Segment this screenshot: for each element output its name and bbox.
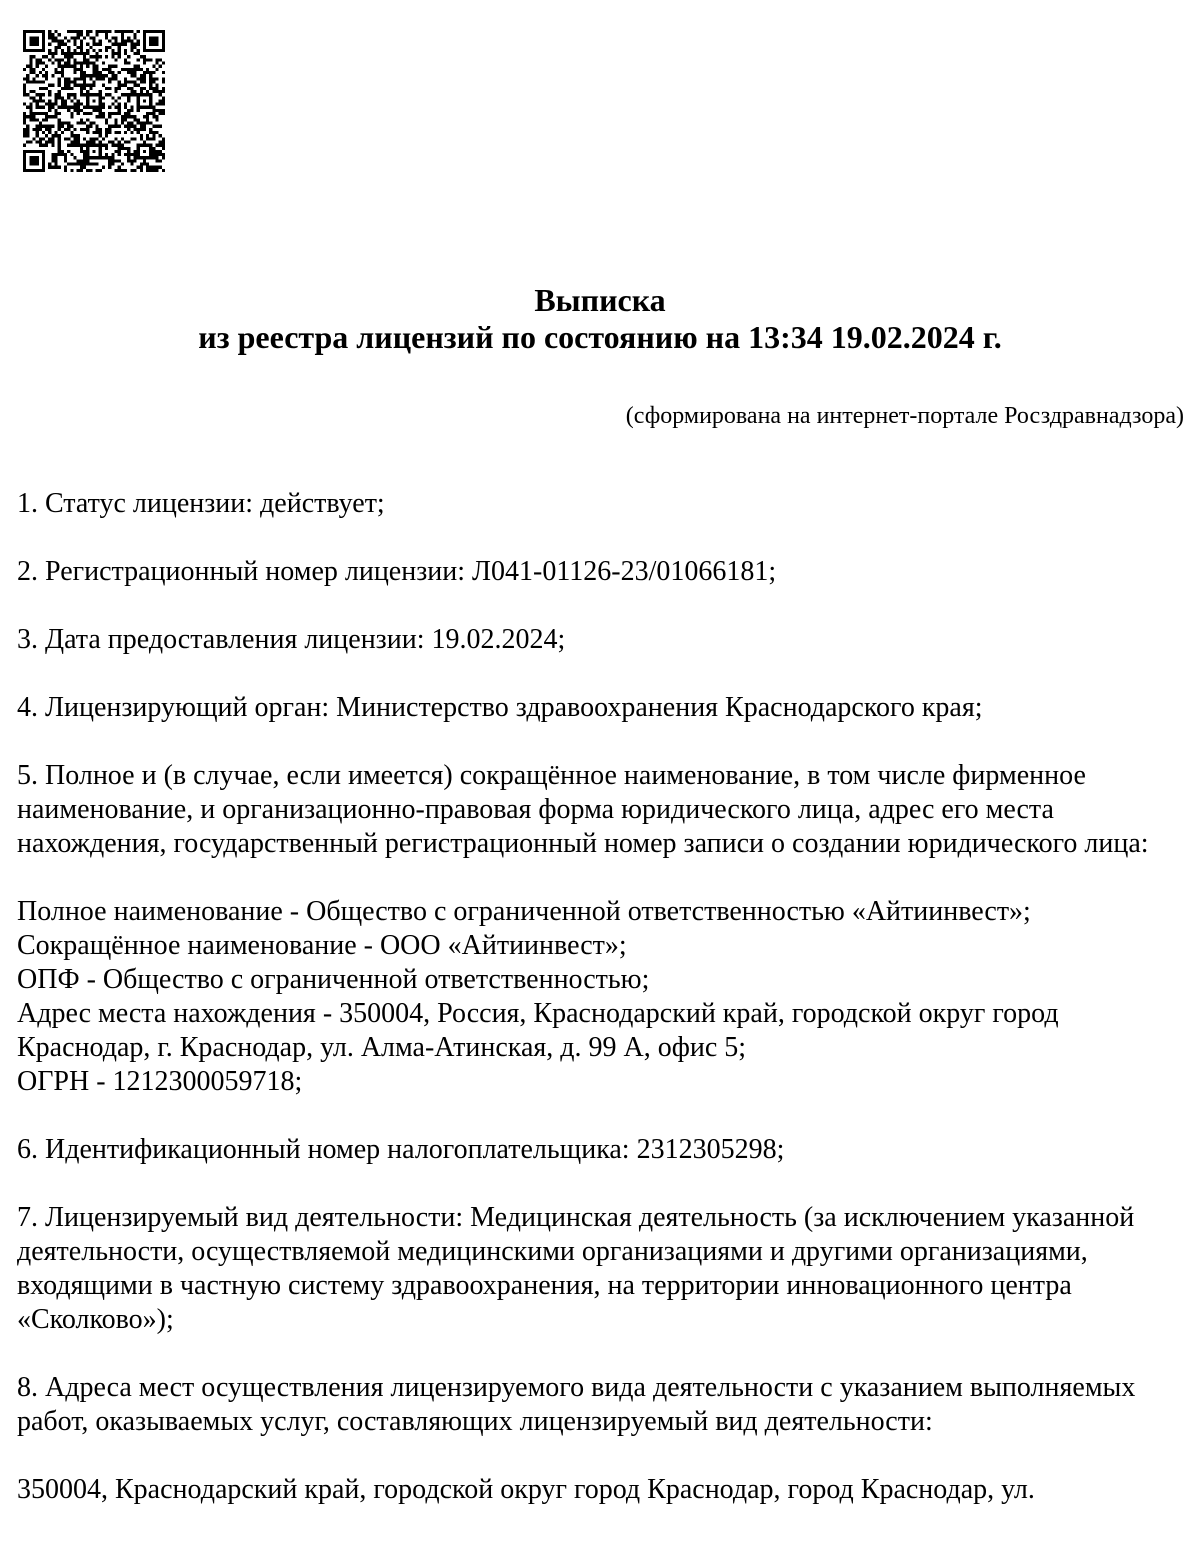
title-line1: Выписка [534,282,666,318]
paragraph-line: работ, оказываемых услуг, составляющих лицензируемый вид деятельности: [17,1406,933,1437]
paragraph-line: Сокращённое наименование - ООО «Айтиинвест»; [17,930,627,961]
document-body [17,487,1184,1507]
paragraph [17,691,1184,725]
paragraph-line: 8. Адреса мест осуществления лицензируемого вида деятельности с указанием выполняемых [17,1372,1136,1403]
paragraph [17,623,1184,657]
paragraph-line: 3. Дата предоставления лицензии: 19.02.2024; [17,624,566,655]
paragraph [17,1473,1184,1507]
paragraph-line: 2. Регистрационный номер лицензии: Л041-01126-23/01066181; [17,556,777,587]
title-line2: из реестра лицензий по состоянию на 13:34 19.02.2024 г. [198,319,1002,355]
paragraph [17,1133,1184,1167]
paragraph [17,759,1184,861]
paragraph-line: нахождения, государственный регистрационный номер записи о создании юридического лица: [17,828,1149,859]
paragraph-line: 6. Идентификационный номер налогоплательщика: 2312305298; [17,1134,785,1165]
paragraph-line: деятельности, осуществляемой медицинскими организациями и другими организациями, [17,1236,1088,1267]
paragraph [17,555,1184,589]
paragraph [17,1371,1184,1439]
paragraph-line: 350004, Краснодарский край, городской округ город Краснодар, город Краснодар, ул. [17,1474,1035,1505]
paragraph-line: входящими в частную систему здравоохранения, на территории инновационного центра [17,1270,1072,1301]
paragraph-line: Полное наименование - Общество с ограниченной ответственностью «Айтиинвест»; [17,896,1031,927]
paragraph-line: ОГРН - 1212300059718; [17,1066,303,1097]
paragraph-line: «Сколково»); [17,1304,174,1335]
paragraph-line: 4. Лицензирующий орган: Министерство здравоохранения Краснодарского края; [17,692,983,723]
document-title [0,0,1200,356]
paragraph-line: 5. Полное и (в случае, если имеется) сокращённое наименование, в том числе фирменное [17,760,1086,791]
qr-code [23,30,165,172]
document-subtitle: (сформирована на интернет-портале Росздравнадзора) [625,403,1184,429]
paragraph-line: ОПФ - Общество с ограниченной ответственностью; [17,964,650,995]
paragraph [17,1201,1184,1337]
paragraph-line: Краснодар, г. Краснодар, ул. Алма-Атинская, д. 99 А, офис 5; [17,1032,747,1063]
paragraph-line: 1. Статус лицензии: действует; [17,488,385,519]
paragraph-line: наименование, и организационно-правовая форма юридического лица, адрес его места [17,794,1054,825]
paragraph [17,895,1184,1099]
paragraph-line: Адрес места нахождения - 350004, Россия, Краснодарский край, городской округ город [17,998,1059,1029]
paragraph [17,487,1184,521]
paragraph-line: 7. Лицензируемый вид деятельности: Медицинская деятельность (за исключением указанной [17,1202,1135,1233]
